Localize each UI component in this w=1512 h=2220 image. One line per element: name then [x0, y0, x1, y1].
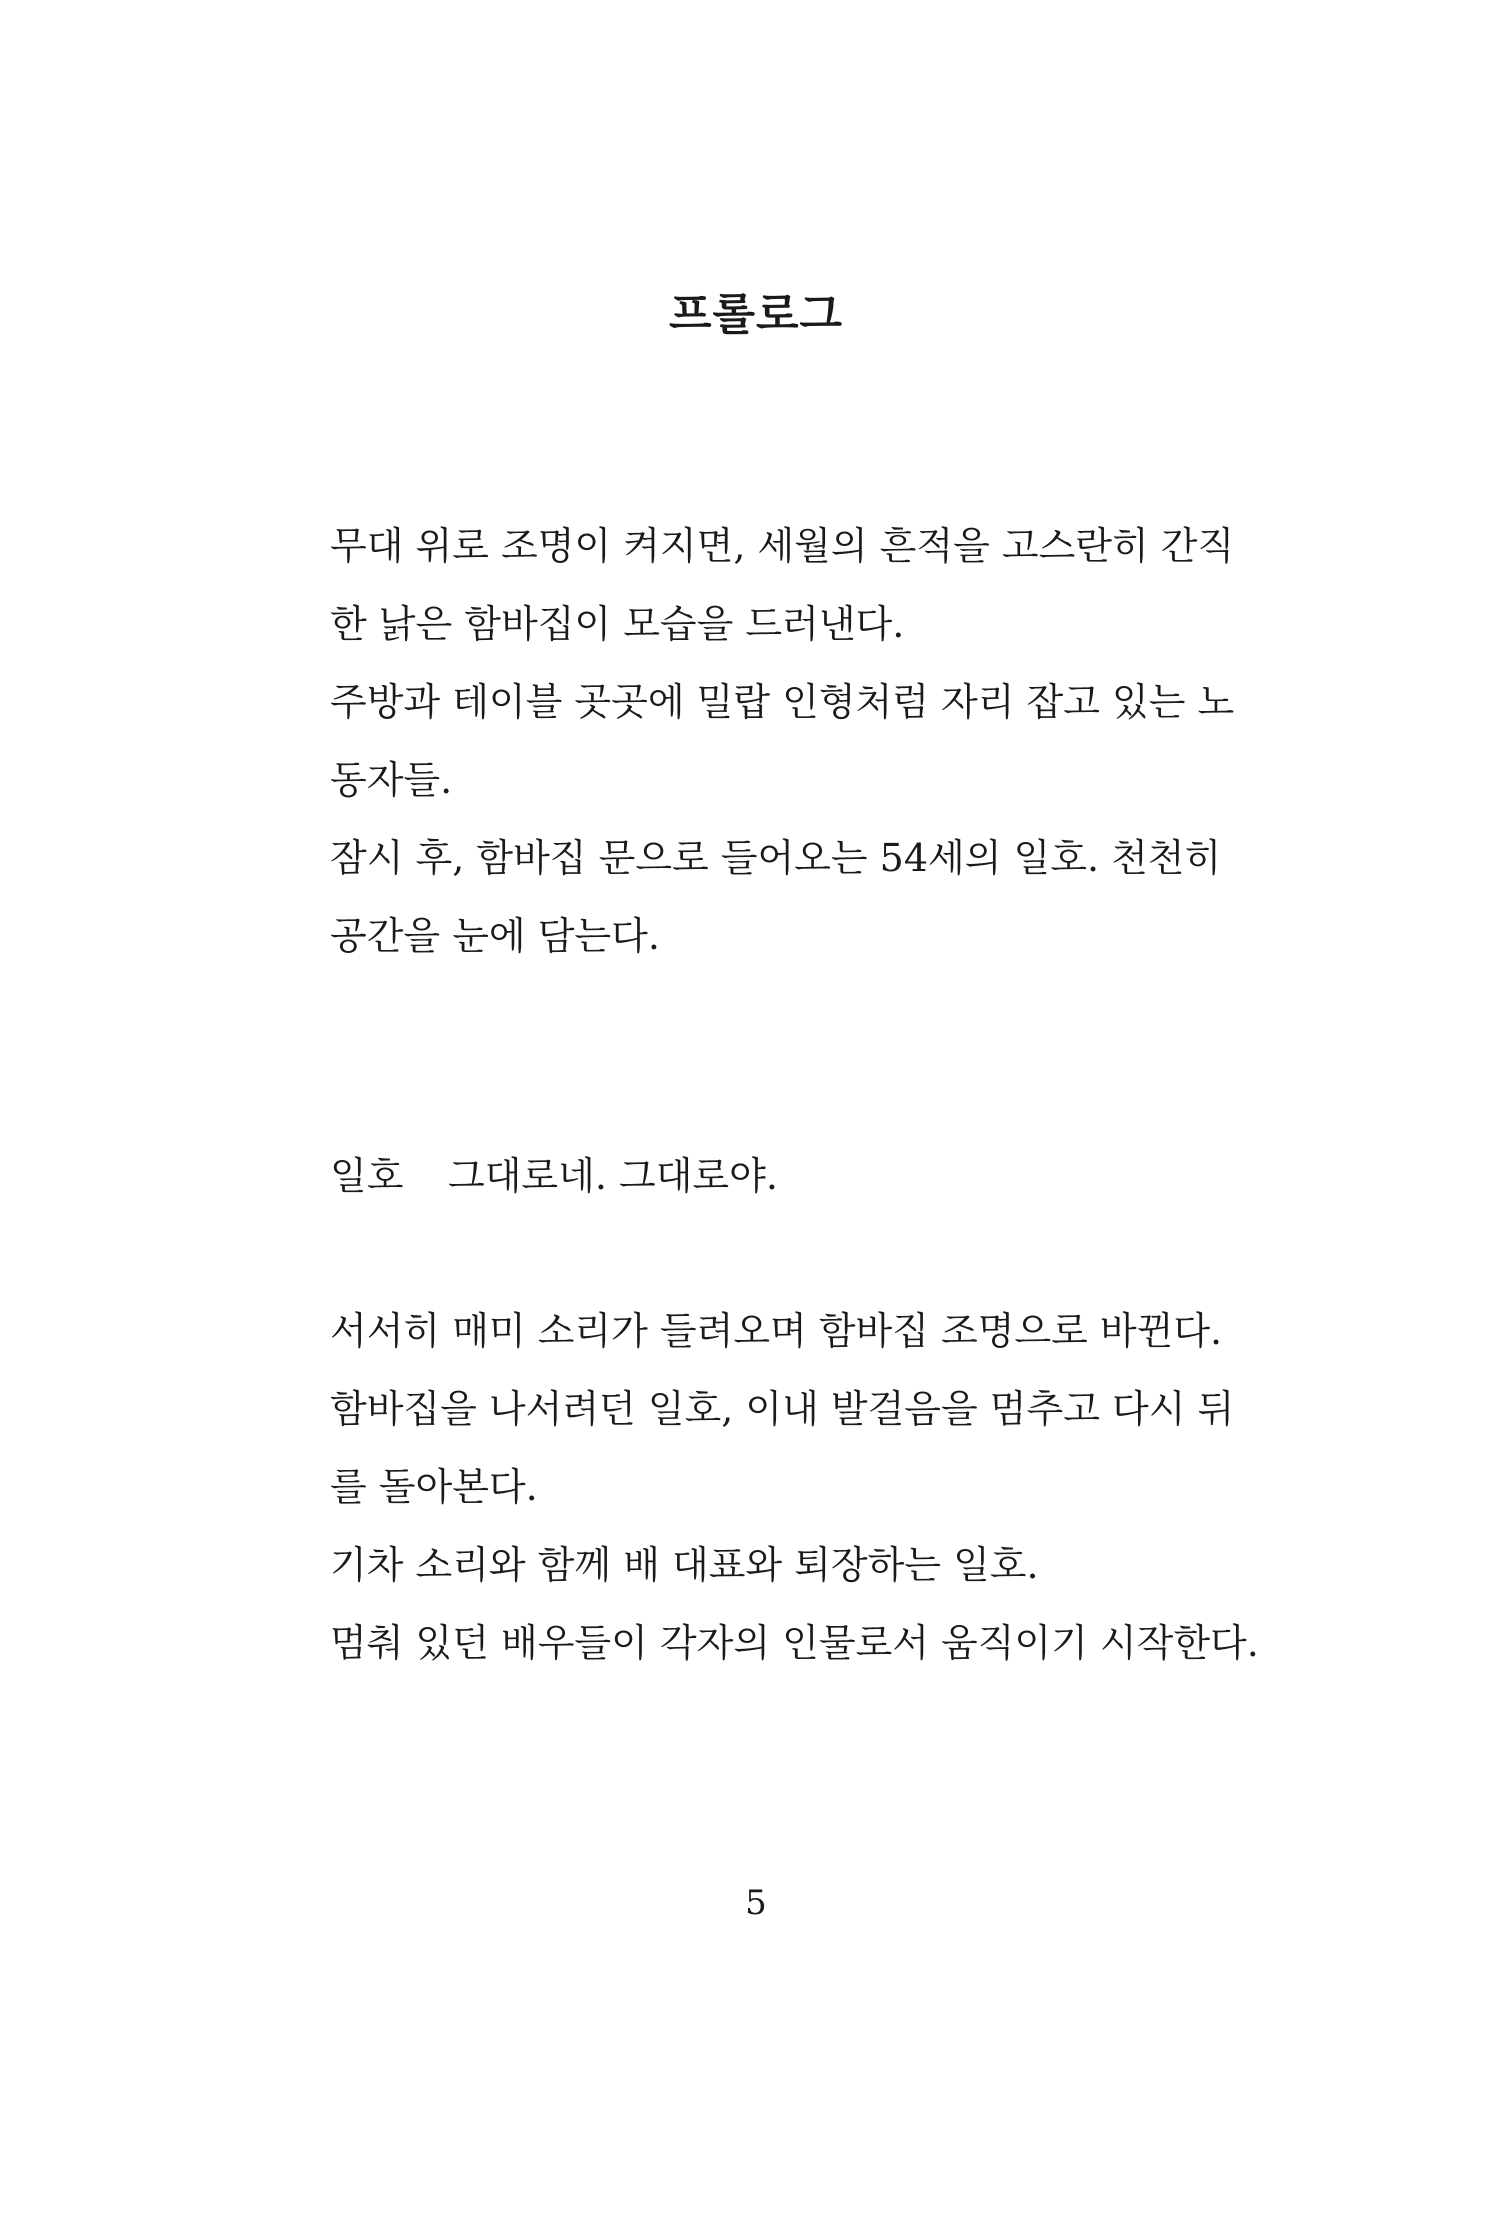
intro-line-2: 한 낡은 함바집이 모습을 드러낸다. — [330, 602, 905, 646]
closing-line-3: 를 돌아본다. — [330, 1465, 538, 1509]
intro-line-6: 공간을 눈에 담는다. — [330, 914, 660, 958]
dialogue-line — [330, 1150, 778, 1202]
closing-line-4: 기차 소리와 함께 배 대표와 퇴장하는 일호. — [330, 1543, 1039, 1587]
intro-line-1: 무대 위로 조명이 켜지면, 세월의 흔적을 고스란히 간직 — [330, 524, 1235, 568]
closing-line-2: 함바집을 나서려던 일호, 이내 발걸음을 멈추고 다시 뒤 — [330, 1387, 1235, 1431]
dialogue-text: 그대로네. 그대로야. — [448, 1154, 778, 1198]
closing-line-1: 서서히 매미 소리가 들려오며 함바집 조명으로 바뀐다. — [330, 1309, 1223, 1353]
intro-line-4: 동자들. — [330, 758, 453, 802]
page-number: 5 — [745, 1883, 767, 1923]
intro-line-3: 주방과 테이블 곳곳에 밀랍 인형처럼 자리 잡고 있는 노 — [330, 680, 1235, 724]
page-title: 프롤로그 — [668, 289, 843, 340]
intro-line-5: 잠시 후, 함바집 문으로 들어오는 54세의 일호. 천천히 — [330, 836, 1222, 880]
speaker-name: 일호 — [330, 1154, 404, 1198]
closing-line-5: 멈춰 있던 배우들이 각자의 인물로서 움직이기 시작한다. — [330, 1621, 1259, 1665]
